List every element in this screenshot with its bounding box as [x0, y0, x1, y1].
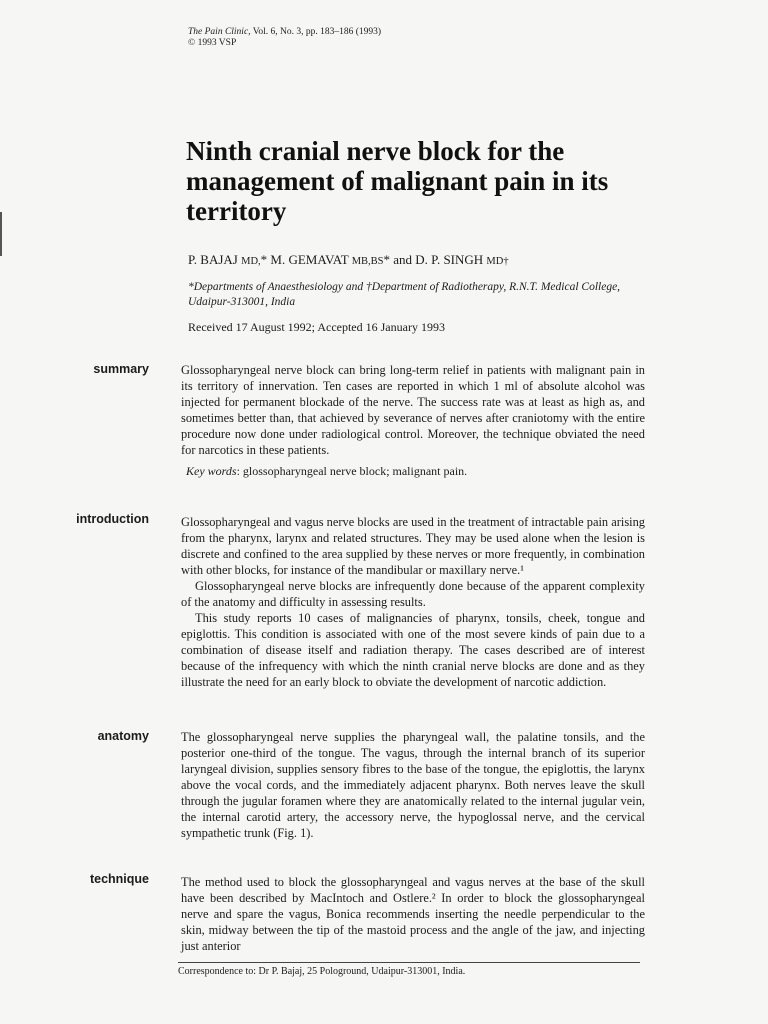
journal-ref: Vol. 6, No. 3, pp. 183–186 (1993): [250, 27, 382, 37]
scan-edge-mark: [0, 212, 2, 256]
introduction-heading: introduction: [76, 512, 149, 526]
author-1-degree: MD,: [241, 256, 261, 267]
footnote-rule: [178, 962, 640, 963]
technique-heading: technique: [89, 872, 149, 886]
author-3-degree: MD†: [486, 256, 509, 267]
anatomy-body: [181, 729, 645, 841]
received-dates: Received 17 August 1992; Accepted 16 January 1993: [188, 320, 445, 334]
author-2-degree: MB,BS: [351, 256, 384, 267]
summary-body: [181, 362, 645, 458]
author-line: [188, 252, 509, 268]
journal-name: The Pain Clinic,: [188, 27, 251, 37]
journal-header: [188, 27, 381, 49]
author-3: * and D. P. SINGH: [383, 252, 487, 267]
technique-body: [181, 874, 645, 954]
technique-paragraph: The method used to block the glossopharyngeal and vagus nerves at the base of the skull have been described by MacIntoch and Ostlere.² In order to block the glossopharyngeal nerve and spare the vagus, Bonica recommends inserting the needle perpendicular to the skin, midway between the tip of the mastoid process and the angle of the jaw, and injecting just anterior: [181, 875, 645, 953]
summary-heading: summary: [93, 362, 149, 376]
introduction-paragraph-1: Glossopharyngeal and vagus nerve blocks are used in the treatment of intractable pain arising from the pharynx, larynx and related structures. They may be used alone when the lesion is discrete and confined to the area supplied by these nerves or more frequently, in combination with other blocks, for instance of the mandibular or maxillary nerve.¹: [181, 515, 645, 577]
introduction-paragraph-3: This study reports 10 cases of malignancies of pharynx, tonsils, cheek, tongue and epiglottis. This condition is associated with one of the most severe kinds of pain due to a combination of disease itself and radiation therapy. The cases described are of interest because of the infrequency with which the ninth cranial nerve blocks are done and as they illustrate the need for an early block to obviate the development of narcotic addiction.: [181, 611, 645, 689]
introduction-body: [181, 514, 645, 690]
journal-copyright: © 1993 VSP: [188, 38, 237, 48]
summary-paragraph: Glossopharyngeal nerve block can bring long-term relief in patients with malignant pain in its territory of innervation. Ten cases are reported in which 1 ml of absolute alcohol was injected for permanent blockade of the nerve. The success rate was at least as high as, and sometimes better than, that achieved by severance of nerves after craniotomy with the entire procedure now done under radiological control. Moreover, the technique obviated the need for narcotics in these patients.: [181, 363, 645, 457]
correspondence-footnote: Correspondence to: Dr P. Bajaj, 25 Pologround, Udaipur-313001, India.: [178, 966, 466, 977]
anatomy-heading: anatomy: [97, 729, 149, 743]
affiliation: *Departments of Anaesthesiology and †Department of Radiotherapy, R.N.T. Medical College, Udaipur-313001, India: [188, 281, 621, 308]
author-2: * M. GEMAVAT: [260, 252, 352, 267]
keywords: [186, 464, 467, 479]
article-title: Ninth cranial nerve block for the management of malignant pain in its territory: [186, 136, 609, 226]
introduction-paragraph-2: Glossopharyngeal nerve blocks are infrequently done because of the apparent complexity of the anatomy and difficulty in assessing results.: [181, 579, 645, 609]
keywords-text: : glossopharyngeal nerve block; malignant pain.: [236, 464, 468, 478]
author-1: P. BAJAJ: [188, 252, 242, 267]
anatomy-paragraph: The glossopharyngeal nerve supplies the pharyngeal wall, the palatine tonsils, and the posterior one-third of the tongue. The vagus, through the internal branch of its superior laryngeal division, supplies sensory fibres to the base of the tongue, the epiglottis, the larynx above the vocal cords, and the immediately adjacent pharynx. Both nerves leave the skull through the jugular foramen where they are anatomically related to the internal jugular vein, the internal carotid artery, the accessory nerve, the hypoglossal nerve, and the cervical sympathetic trunk (Fig. 1).: [181, 730, 645, 840]
keywords-label: Key words: [186, 464, 237, 478]
